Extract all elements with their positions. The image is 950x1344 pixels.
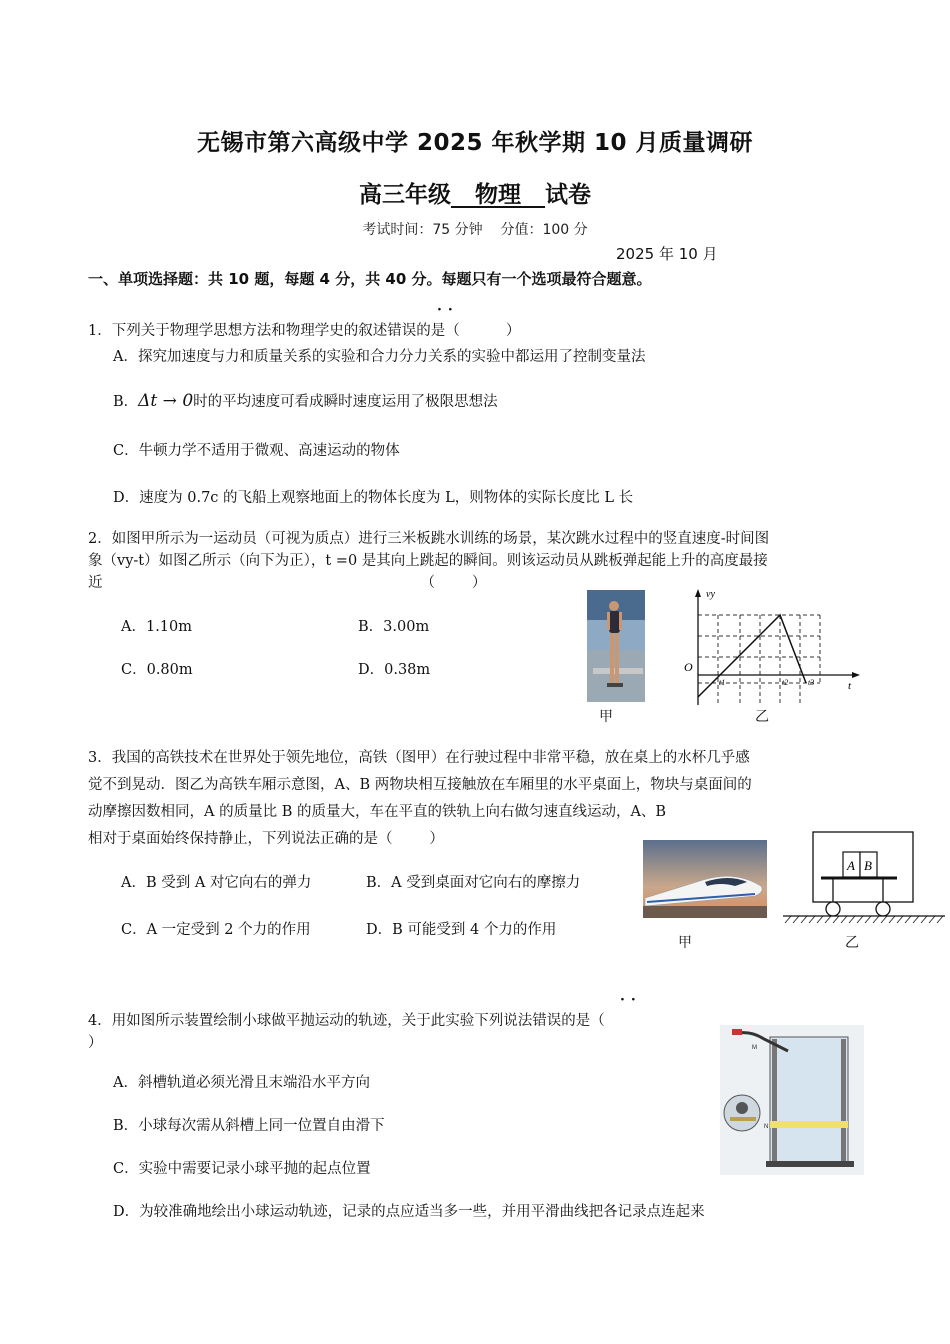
q4-stem [88,1010,708,1054]
train-photo [643,840,767,918]
q3-option-a: A．B 受到 A 对它向右的弹力 [121,875,312,891]
exam-date: 2025 年 10 月 [616,245,718,263]
q1-option-b [113,390,498,411]
velocity-line [698,615,806,697]
wheel-right [876,902,890,916]
q2-stem-line1: 2．如图甲所示为一运动员（可视为质点）进行三米板跳水训练的场景，某次跳水过程中的竖直速度-时间图 [88,531,770,547]
emphasis-dots: ·· [437,302,459,318]
projectile-apparatus [720,1025,864,1175]
graph-x-label: t [848,680,852,692]
q2-option-c: C．0.80m [121,662,193,678]
q3-option-b: B．A 受到桌面对它向右的摩擦力 [366,875,581,891]
q4-stem-line2: ） [88,1035,103,1051]
q4-stem-line1: 4．用如图所示装置绘制小球做平抛运动的轨迹，关于此实验下列说法错误的是（ [88,1013,605,1029]
q4-option-b: B．小球每次需从斜槽上同一位置自由滑下 [113,1118,385,1134]
emphasis-dots: ·· [620,992,642,1008]
q3-stem [88,745,868,853]
q4-option-a: A．斜槽轨道必须光滑且末端沿水平方向 [113,1075,370,1091]
q1-stem: 1．下列关于物理学思想方法和物理学史的叙述错误的是（ ） [88,323,521,339]
y-axis-arrow [695,589,701,597]
diver-photo [587,590,645,702]
graph-t3: t3 [808,678,815,687]
q3-stem-line1: 3．我国的高铁技术在世界处于领先地位，高铁（图甲）在行驶过程中非常平稳，放在桌上的水杯几乎感 [88,750,750,766]
subtitle-prefix: 高三年级 [358,182,451,208]
carriage-diagram [783,828,945,928]
block-a-label: A [847,858,855,873]
apparatus-label-m: M [752,1045,757,1051]
graph-grid [698,615,820,703]
wheel-left [826,902,840,916]
block-b-label: B [864,858,872,873]
q2-option-a: A．1.10m [121,619,193,635]
page-subtitle [0,176,950,209]
graph-t2: t2 [782,678,789,687]
page-title: 无锡市第六高级中学 2025 年秋学期 10 月质量调研 [196,130,754,156]
q1-option-d: D．速度为 0.7c 的飞船上观察地面上的物体长度为 L，则物体的实际长度比 L 长 [113,490,634,506]
ground-hatch [785,916,943,923]
q4-option-d: D．为较准确地绘出小球运动轨迹，记录的点应适当多一些，并用平滑曲线把各记录点连起来 [113,1204,705,1220]
section-heading: 一、单项选择题：共 10 题，每题 4 分，共 40 分。每题只有一个选项最符合题意。 [88,270,652,288]
q3-fig-jia-caption: 甲 [678,935,692,951]
q2-option-b: B．3.00m [358,619,430,635]
q3-stem-line2: 觉不到晃动．图乙为高铁车厢示意图，A、B 两物块相互接触放在车厢里的水平桌面上，物块与桌面间的 [88,777,752,793]
q2-stem-line2: 象（vy-t）如图乙所示（向下为正），t =0 是其向上跳起的瞬间。则该运动员从跳板弹起能上升的高度最接 [88,553,768,569]
subtitle-suffix: 试卷 [545,182,592,208]
q2-stem-line3: 近 （ ） [88,575,487,591]
q1-option-b-math: Δt → 0 [138,391,194,411]
graph-y-label: vy [706,589,715,600]
q1-option-a: A．探究加速度与力和质量关系的实验和合力分力关系的实验中都运用了控制变量法 [113,349,646,365]
q3-option-d: D．B 可能受到 4 个力的作用 [366,922,557,938]
graph-t1: t1 [719,678,726,687]
q3-stem-line4: 相对于桌面始终保持静止，下列说法正确的是（ ） [88,831,444,847]
q2-option-d: D．0.38m [358,662,431,678]
subtitle-subject: 物理 [475,182,521,208]
q1-option-b-text: 时的平均速度可看成瞬时速度运用了极限思想法 [193,394,498,410]
q2-fig-jia-caption: 甲 [599,709,613,725]
vt-graph [680,585,870,710]
q4-option-c: C．实验中需要记录小球平抛的起点位置 [113,1161,371,1177]
x-axis-arrow [852,672,860,678]
q1-option-c: C．牛顿力学不适用于微观、高速运动的物体 [113,443,400,459]
q2-fig-yi-caption: 乙 [755,709,769,725]
q3-stem-line3: 动摩擦因数相同，A 的质量比 B 的质量大，车在平直的铁轨上向右做匀速直线运动，A、B [88,804,667,820]
graph-origin: O [684,660,693,674]
apparatus-label-n: N [764,1124,769,1130]
q3-option-c: C．A 一定受到 2 个力的作用 [121,922,311,938]
q1-option-b-label: B． [113,394,139,410]
q3-fig-yi-caption: 乙 [845,935,859,951]
exam-info: 考试时间：75 分钟 分值：100 分 [362,222,588,238]
